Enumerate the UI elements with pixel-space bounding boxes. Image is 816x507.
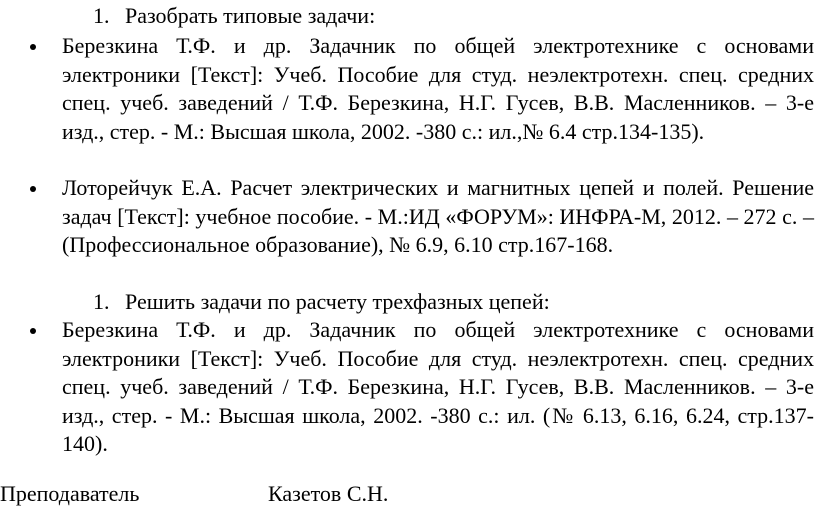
list-item-text: Лоторейчук Е.А. Расчет электрических и магнитных цепей и полей. Решение задач [Текст]: учебное пособие. - М.:ИД «ФОРУМ»: ИНФРА-М, 2012. – 272 с. – (Профессиональное образование), № 6.9, 6.10 стр.167-168. xyxy=(62,175,814,258)
section-heading xyxy=(93,288,550,316)
section-heading-text: Решить задачи по расчету трехфазных цепей: xyxy=(125,289,550,314)
section-heading-text: Разобрать типовые задачи: xyxy=(125,3,376,28)
signature-role: Преподаватель xyxy=(0,481,140,506)
signature-name: Казетов С.Н. xyxy=(268,481,389,506)
section-heading xyxy=(93,2,375,30)
bullet-icon xyxy=(30,44,36,50)
bullet-icon xyxy=(30,186,36,192)
list-number: 1. xyxy=(93,3,110,28)
list-item-text: Березкина Т.Ф. и др. Задачник по общей электротехнике с основами электроники [Текст]: Учеб. Пособие для студ. неэлектротехн. спец. средних спец. учеб. заведений / Т.Ф. Березкина, Н.Г. Гусев, В.В. Масленников. – 3-е изд., стер. - М.: Высшая школа, 2002. -380 с.: ил. (№ 6.13, 6.16, 6.24, стр.137-140). xyxy=(62,317,814,457)
bullet-icon xyxy=(30,328,36,334)
list-item-text: Березкина Т.Ф. и др. Задачник по общей электротехнике с основами электроники [Текст]: Учеб. Пособие для студ. неэлектротехн. спец. средних спец. учеб. заведений / Т.Ф. Березкина, Н.Г. Гусев, В.В. Масленников. – 3-е изд., стер. - М.: Высшая школа, 2002. -380 с.: ил.,№ 6.4 стр.134-135). xyxy=(62,33,814,144)
list-number: 1. xyxy=(93,289,110,314)
